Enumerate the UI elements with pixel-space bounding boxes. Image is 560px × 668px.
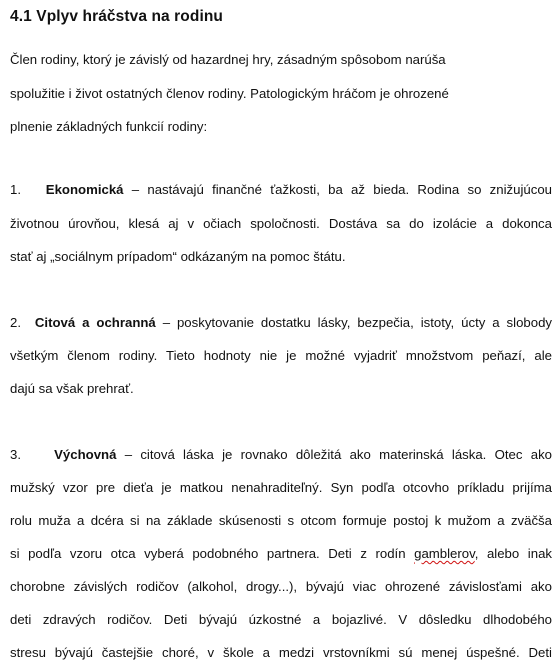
intro-line-3: plnenie základných funkcií rodiny: [10,119,208,134]
item-3-line-2: mužský vzor pre dieťa je matkou nenahraditeľný. Syn podľa otcovho príkladu prijíma [10,480,552,495]
item-2-term: Citová a ochranná [34,315,156,330]
item-2-line-3: dajú sa však prehrať. [10,381,134,396]
item-3-line-3: rolu muža a dcéra si na základe skúsenosti s otcom formuje postoj k mužom a zväčša [10,513,552,528]
section-heading: 4.1 Vplyv hráčstva na rodinu [10,8,223,25]
item-1-line-2: životnou úrovňou, klesá aj v očiach spoločnosti. Dostáva sa do izolácie a dokonca [10,216,552,231]
item-3-line-7: stresu bývajú častejšie choré, v škole a medzi vrstovníkmi sú menej úspešné. Deti [10,645,552,660]
item-2-number: 2. [10,315,21,330]
item-3-line-4 [10,546,552,562]
item-3-line-4-start: si podľa vzoru otca vyberá podobného partnera. Deti z rodín [10,546,415,561]
item-2-line-1 [10,315,552,331]
intro-line-1: Člen rodiny, ktorý je závislý od hazardnej hry, zásadným spôsobom narúša [10,52,446,67]
item-3-line-6: deti zdravých rodičov. Deti bývajú úzkostné a bojazlivé. V dôsledku dlhodobého [10,612,552,627]
item-1-term: Ekonomická [45,182,124,197]
item-1-number: 1. [10,182,21,197]
intro-line-2: spolužitie i život ostatných členov rodiny. Patologickým hráčom je ohrozené [10,86,449,101]
item-1-line-1 [10,182,552,198]
item-3-line-5: chorobne závislých rodičov (alkohol, drogy...), bývajú viac ohrozené závislosťami ako [10,579,552,594]
item-2-line-2: všetkým členom rodiny. Tieto hodnoty nie je možné vyjadriť množstvom peňazí, ale [10,348,552,363]
item-3-line-4-end: , alebo inak [474,546,552,561]
item-2-line-1-text: – poskytovanie dostatku lásky, bezpečia, istoty, úcty a slobody [155,315,552,330]
item-3-line-1 [10,447,552,463]
item-3-term: Výchovná [54,447,117,462]
item-3-number: 3. [10,447,21,462]
item-3-line-1-text: – citová láska je rovnako dôležitá ako materinská láska. Otec ako [116,447,553,462]
spelling-flagged-word[interactable]: gamblerov [414,546,475,561]
item-1-line-1-text: – nastávajú finančné ťažkosti, ba až bieda. Rodina so znižujúcou [123,182,552,197]
item-1-line-3: stať aj „sociálnym prípadom“ odkázaným na pomoc štátu. [10,249,346,264]
